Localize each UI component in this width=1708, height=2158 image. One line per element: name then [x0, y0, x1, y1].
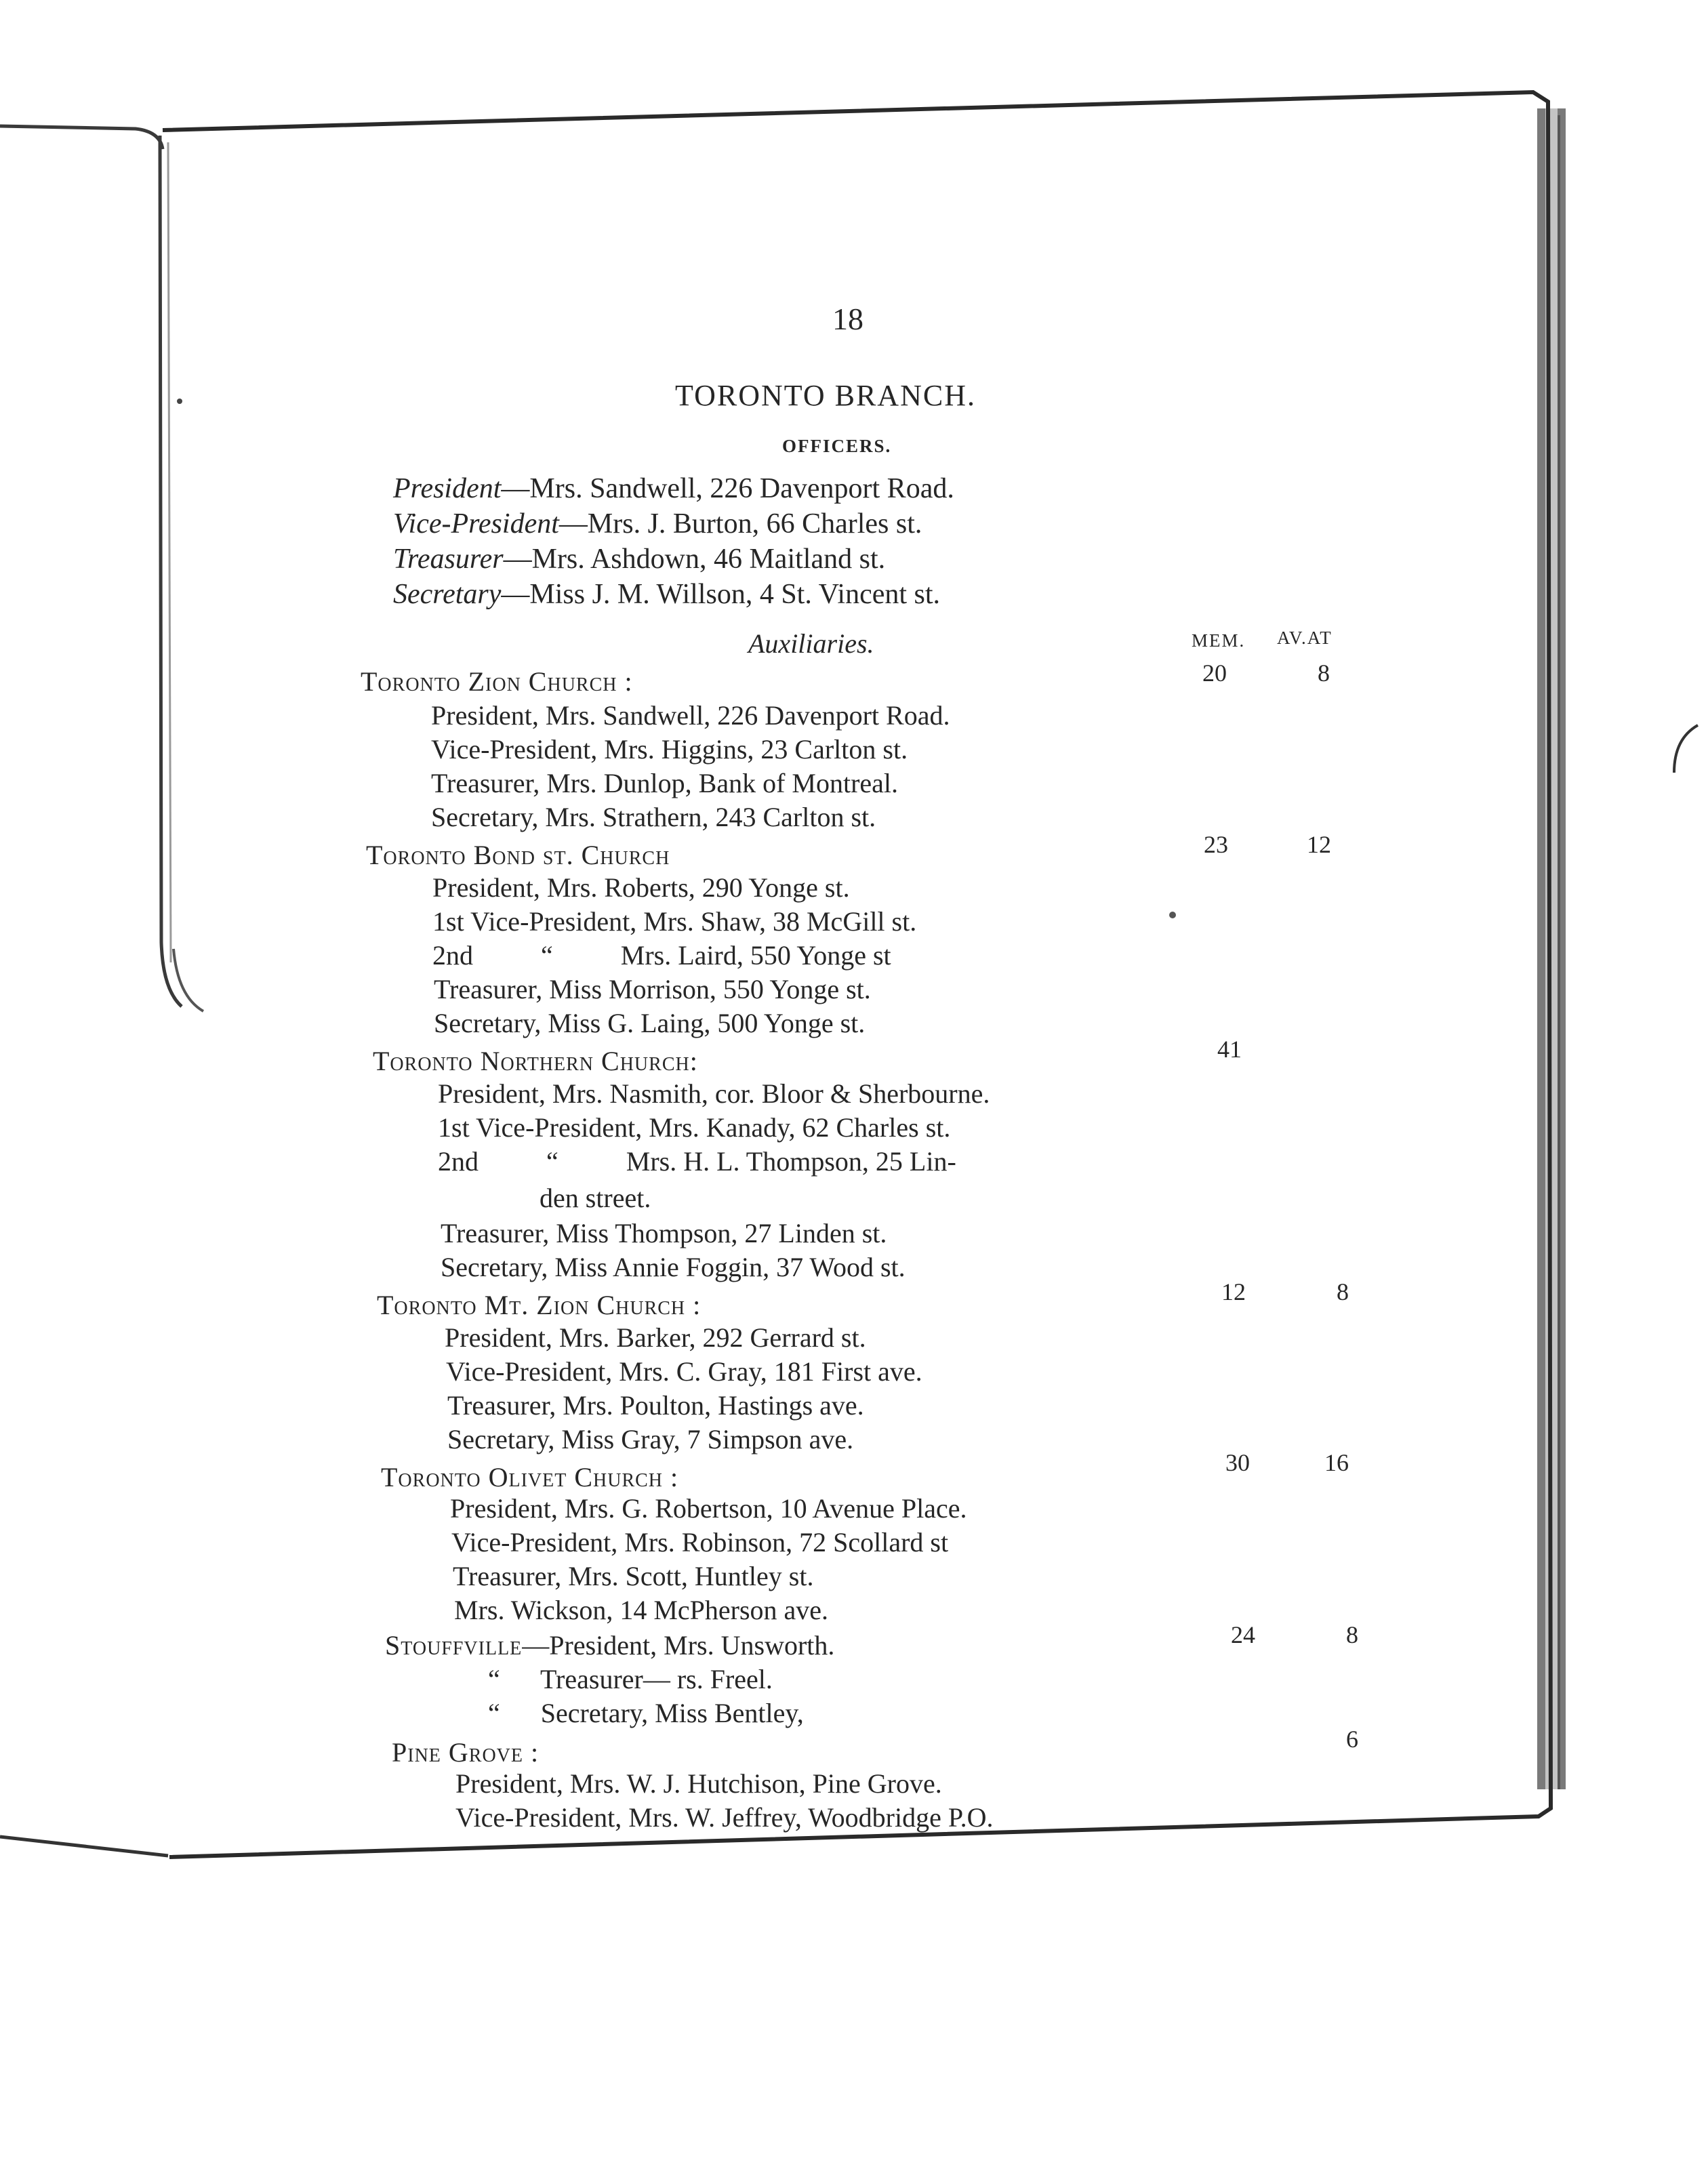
- officers-heading: OFFICERS.: [782, 436, 892, 456]
- officer-text: Miss J. M. Willson, 4 St. Vincent st.: [529, 579, 941, 610]
- auxiliary-officer-line: Mrs. Wickson, 14 McPherson ave.: [454, 1595, 829, 1625]
- officer-text: Mrs. Ashdown, 46 Maitland st.: [531, 544, 886, 575]
- auxiliary-officer-line: Treasurer, Mrs. Dunlop, Bank of Montreal.: [431, 768, 899, 798]
- average-attendance: 8: [1337, 1278, 1349, 1305]
- membership-count: 41: [1217, 1036, 1242, 1063]
- auxiliary-officer-line: President, Mrs. G. Robertson, 10 Avenue Place.: [450, 1493, 967, 1524]
- officer-text: Mrs. J. Burton, 66 Charles st.: [587, 508, 922, 540]
- average-attendance: 6: [1346, 1726, 1358, 1753]
- column-header-av-at: AV.AT: [1277, 628, 1333, 648]
- officer-role: Treasurer: [393, 544, 504, 575]
- auxiliary-officer-line: 2nd “ Mrs. Laird, 550 Yonge st: [432, 940, 891, 971]
- officer-separator: —: [503, 544, 532, 575]
- auxiliary-officer-line: Secretary, Miss G. Laing, 500 Yonge st.: [434, 1008, 866, 1038]
- auxiliary-officer-line: Treasurer, Mrs. Poulton, Hastings ave.: [447, 1390, 864, 1421]
- membership-count: 12: [1221, 1278, 1246, 1305]
- column-header-mem: MEM.: [1192, 630, 1246, 651]
- auxiliary-officer-line: Secretary, Miss Annie Foggin, 37 Wood st.: [441, 1252, 906, 1282]
- officer-separator: —: [501, 579, 530, 610]
- auxiliary-name: Toronto Bond st. Church: [366, 840, 670, 870]
- auxiliary-officer-line: President, Mrs. Barker, 292 Gerrard st.: [445, 1322, 866, 1353]
- auxiliary-officer-line: Treasurer, Miss Morrison, 550 Yonge st.: [434, 974, 871, 1004]
- officer-role: Secretary: [393, 579, 502, 610]
- membership-count: 30: [1225, 1449, 1250, 1476]
- auxiliary-officer-line: Vice-President, Mrs. Higgins, 23 Carlton st.: [431, 734, 908, 765]
- officer-line-president: [393, 474, 954, 503]
- officer-separator: —: [558, 508, 588, 540]
- auxiliary-name: Pine Grove :: [392, 1737, 540, 1768]
- auxiliary-officer-line: President, Mrs. Nasmith, cor. Bloor & Sherbourne.: [438, 1078, 990, 1109]
- membership-count: 24: [1231, 1621, 1255, 1648]
- average-attendance: 8: [1346, 1621, 1358, 1648]
- auxiliary-officer-line: Vice-President, Mrs. W. Jeffrey, Woodbridge P.O.: [455, 1802, 994, 1833]
- officer-role: President: [393, 473, 502, 504]
- auxiliary-officer-line: Secretary, Miss Gray, 7 Simpson ave.: [447, 1424, 854, 1454]
- average-attendance: 12: [1307, 831, 1331, 858]
- auxiliary-officer-line: “ Secretary, Miss Bentley,: [488, 1698, 804, 1728]
- auxiliary-name-suffix: —President, Mrs. Unsworth.: [522, 1630, 835, 1661]
- auxiliary-officer-line: Treasurer, Miss Thompson, 27 Linden st.: [441, 1218, 887, 1248]
- officer-text: Mrs. Sandwell, 226 Davenport Road.: [529, 473, 954, 504]
- auxiliary-officer-line: Secretary, Mrs. Strathern, 243 Carlton st.: [431, 802, 876, 832]
- officer-line-vice-president: [393, 510, 922, 538]
- auxiliary-officer-line: President, Mrs. Roberts, 290 Yonge st.: [432, 872, 850, 903]
- officer-role: Vice-President: [393, 508, 559, 540]
- auxiliary-officer-line: President, Mrs. Sandwell, 226 Davenport Road.: [431, 700, 950, 731]
- auxiliary-officer-line: “ Treasurer— rs. Freel.: [488, 1664, 773, 1694]
- auxiliary-officer-line: 2nd “ Mrs. H. L. Thompson, 25 Lin-: [438, 1146, 956, 1177]
- branch-title: TORONTO BRANCH.: [675, 379, 976, 412]
- average-attendance: 8: [1318, 659, 1330, 687]
- auxiliary-name: Stouffville: [385, 1630, 523, 1661]
- officer-line-secretary: [393, 580, 940, 609]
- auxiliary-officer-line: President, Mrs. W. J. Hutchison, Pine Grove.: [455, 1768, 942, 1799]
- auxiliary-officer-line: den street.: [540, 1183, 651, 1213]
- page-number: 18: [832, 302, 863, 336]
- auxiliary-name: Toronto Northern Church:: [373, 1046, 698, 1076]
- auxiliary-officer-line: 1st Vice-President, Mrs. Shaw, 38 McGill st.: [432, 906, 917, 937]
- auxiliaries-heading: Auxiliaries.: [748, 628, 874, 659]
- officer-line-treasurer: [393, 545, 885, 573]
- auxiliary-name: Toronto Zion Church :: [361, 666, 633, 697]
- auxiliary-officer-line: 1st Vice-President, Mrs. Kanady, 62 Charles st.: [438, 1112, 951, 1143]
- membership-count: 23: [1204, 831, 1228, 858]
- auxiliary-officer-line: Vice-President, Mrs. C. Gray, 181 First ave.: [446, 1356, 922, 1387]
- officer-separator: —: [501, 473, 530, 504]
- auxiliary-officer-line: Vice-President, Mrs. Robinson, 72 Scollard st: [451, 1527, 949, 1558]
- auxiliary-name: Toronto Mt. Zion Church :: [377, 1290, 702, 1320]
- auxiliary-name: Toronto Olivet Church :: [381, 1462, 679, 1492]
- membership-count: 20: [1202, 659, 1227, 687]
- auxiliary-officer-line: Treasurer, Mrs. Scott, Huntley st.: [453, 1561, 814, 1591]
- auxiliary-line-stouffville: [385, 1632, 834, 1659]
- average-attendance: 16: [1324, 1449, 1349, 1476]
